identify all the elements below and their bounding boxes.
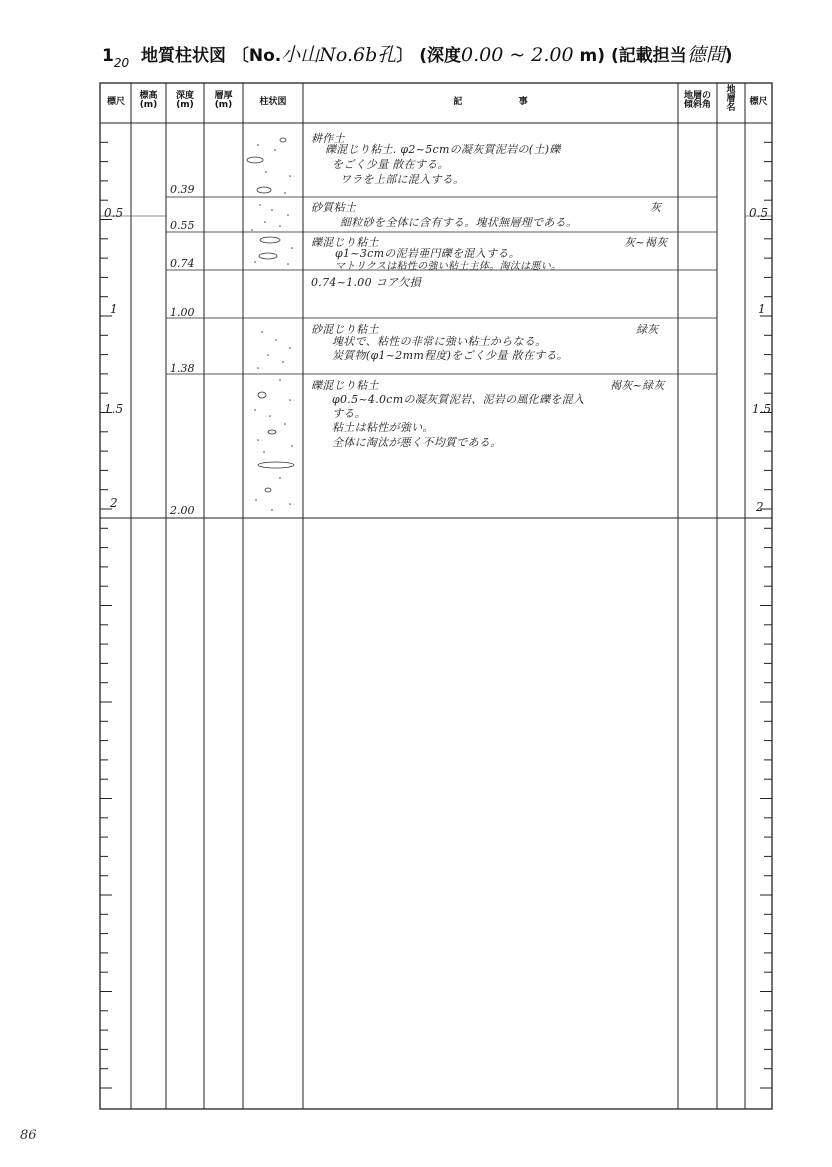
document-title: 地質柱状図 xyxy=(140,46,226,66)
depth-value: 0.55 xyxy=(170,219,195,232)
header-scale-left: 標尺 xyxy=(106,97,125,107)
layer-name: 砂質粘土 xyxy=(311,201,357,214)
layer-color: 灰~褐灰 xyxy=(624,236,668,249)
scale-ratio: $1_{20}$ xyxy=(102,46,130,70)
layer-description-line: φ1~3cmの泥岩亜円礫を混入する。 xyxy=(335,247,520,260)
layer-color: 灰 xyxy=(650,201,662,214)
sand-dots xyxy=(251,144,293,511)
no-bracket-close: 〕 xyxy=(396,46,414,66)
layer-description-line: をごく少量 散在する。 xyxy=(332,158,449,171)
scale-mark-left: 1.5 xyxy=(104,402,124,416)
person-close: ) xyxy=(724,46,733,66)
depth-value: 2.00 xyxy=(170,504,195,517)
header-dip: 地層の 傾斜角 xyxy=(683,91,711,110)
scale-mark-left: 1 xyxy=(110,302,118,316)
scale-mark-left: 0.5 xyxy=(104,206,124,220)
borehole-number: 小山No.6b孔 xyxy=(281,44,397,66)
layer-description-line: φ0.5~4.0cmの凝灰質泥岩、泥岩の風化礫を混入 xyxy=(332,393,585,406)
scale-mark-right: 1 xyxy=(758,302,766,316)
depth-prefix: (深度 xyxy=(419,46,461,66)
person-prefix: (記載担当 xyxy=(610,46,687,66)
depth-value: 0.39 xyxy=(170,183,195,196)
layer-name: 礫混じり粘土 xyxy=(311,236,379,249)
depth-value: 1.38 xyxy=(170,362,195,375)
depth-unit: m) xyxy=(579,46,606,66)
layer-name: 耕作土 xyxy=(311,132,345,145)
scale-mark-right: 1.5 xyxy=(752,402,772,416)
header-depth: 深度 (m) xyxy=(175,91,194,110)
depth-range: 0.00 ~ 2.00 xyxy=(461,44,574,66)
depth-value: 0.74 xyxy=(170,257,195,270)
scale-mark-right: 2 xyxy=(756,500,764,514)
column-symbols xyxy=(247,138,294,492)
layer-name: 砂混じり粘土 xyxy=(311,323,379,336)
layer-description-line: する。 xyxy=(332,407,366,420)
scale-mark-left: 2 xyxy=(110,496,118,510)
header-stratum: 地 層 名 xyxy=(726,85,736,113)
core-loss-note: 0.74~1.00 コア欠損 xyxy=(311,276,421,289)
layer-description-line: 細粒砂を全体に含有する。塊状無層理である。 xyxy=(340,216,578,229)
layer-description-line: 粘土は粘性が強い。 xyxy=(332,421,434,434)
layer-description-line: 塊状で、粘性の非常に強い粘土からなる。 xyxy=(332,335,547,348)
header-thickness: 層厚 (m) xyxy=(214,91,233,110)
layer-description-line: 炭質物(φ1~2mm程度)をごく少量 散在する。 xyxy=(332,349,569,362)
scale-mark-right: 0.5 xyxy=(749,206,769,220)
person-name: 德間 xyxy=(686,44,725,66)
header-elevation: 標高 (m) xyxy=(139,91,158,110)
layer-description-line: 全体に淘汰が悪く不均質である。 xyxy=(332,436,502,449)
header-scale-right: 標尺 xyxy=(749,97,768,107)
layer-color: 緑灰 xyxy=(636,323,659,336)
page-number: 86 xyxy=(20,1128,37,1143)
layer-description-line: 礫混じり粘土. φ2~5cmの凝灰質泥岩の(土)礫 xyxy=(325,143,561,156)
depth-value: 1.00 xyxy=(170,306,195,319)
layer-color: 褐灰~緑灰 xyxy=(610,379,665,392)
layer-description-line: マトリクスは粘性の強い粘土主体。淘汰は悪い。 xyxy=(335,261,562,272)
layer-name: 礫混じり粘土 xyxy=(311,379,379,392)
header-column: 柱状図 xyxy=(259,97,287,107)
layer-description-line: ワラを上部に混入する。 xyxy=(340,173,465,186)
header-description: 記 事 xyxy=(453,97,528,107)
no-prefix: 〔No. xyxy=(231,46,282,66)
